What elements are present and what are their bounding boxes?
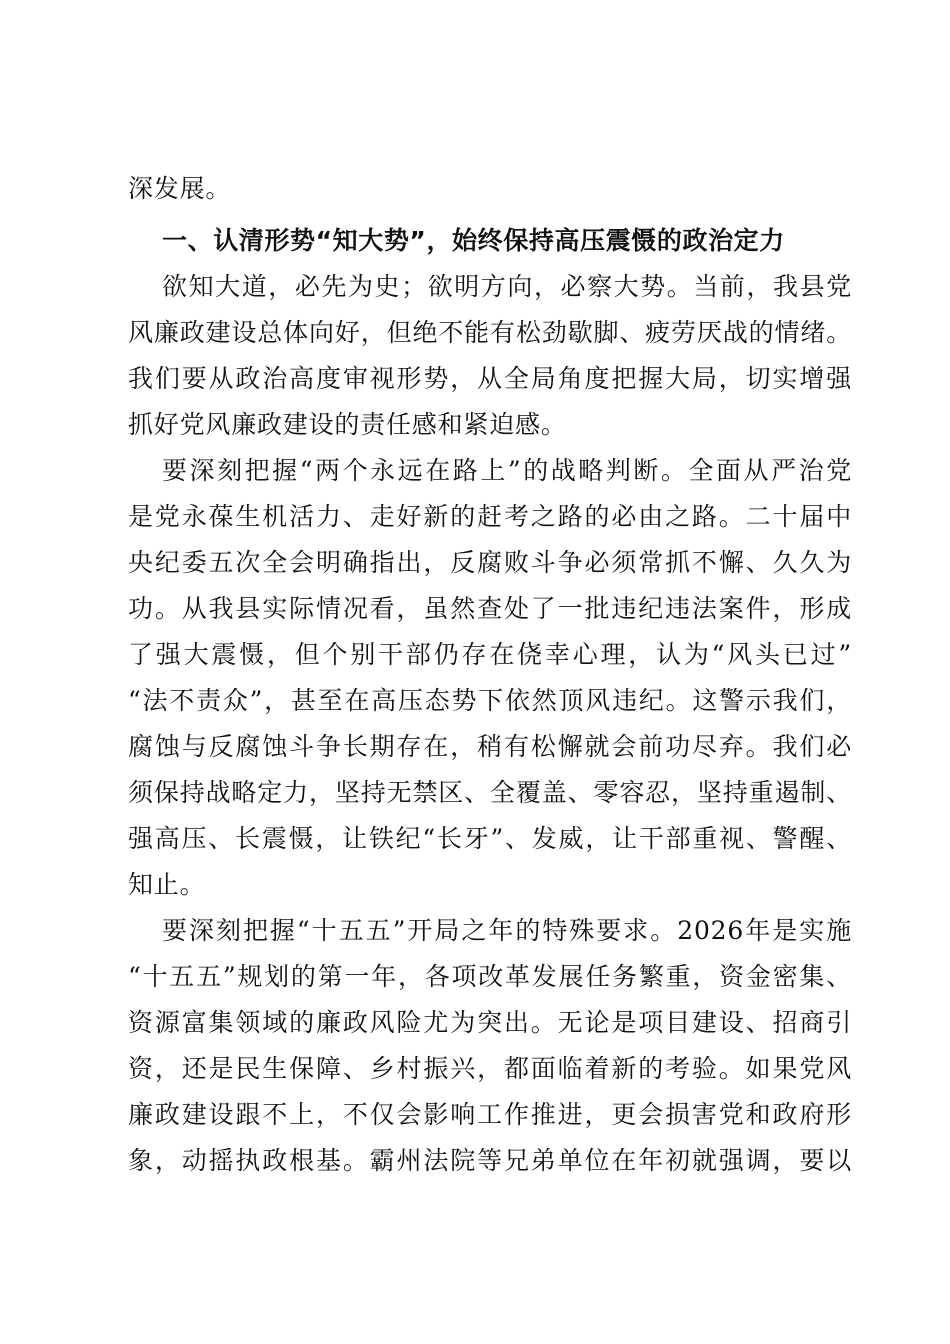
text-line: “法不责众”，甚至在高压态势下依然顶风违纪。这警示我们， <box>128 686 852 715</box>
text-line: 资，还是民生保障、乡村振兴，都面临着新的考验。如果党风 <box>128 1054 852 1083</box>
text-line: 廉政建设跟不上，不仅会影响工作推进，更会损害党和政府形 <box>128 1100 852 1129</box>
text-line: 了强大震慑，但个别干部仍存在侥幸心理，认为“风头已过” <box>128 640 852 669</box>
text-line: 深发展。 <box>128 174 232 203</box>
text-line: 知止。 <box>128 870 206 899</box>
text-line: 资源富集领域的廉政风险尤为突出。无论是项目建设、招商引 <box>128 1008 852 1037</box>
text-line: “十五五”规划的第一年，各项改革发展任务繁重，资金密集、 <box>128 962 852 991</box>
text-line: 象，动摇执政根基。霸州法院等兄弟单位在年初就强调，要以 <box>128 1146 852 1175</box>
paragraph-1 <box>128 264 852 448</box>
text-line: 央纪委五次全会明确指出，反腐败斗争必须常抓不懈、久久为 <box>128 548 852 577</box>
text-line: 强高压、长震慑，让铁纪“长牙”、发威，让干部重视、警醒、 <box>128 824 852 853</box>
text-line: 腐蚀与反腐蚀斗争长期存在，稍有松懈就会前功尽弃。我们必 <box>128 732 852 761</box>
text-line: 要深刻把握“两个永远在路上”的战略判断。全面从严治党 <box>162 456 852 485</box>
text-line: 须保持战略定力，坚持无禁区、全覆盖、零容忍，坚持重遏制、 <box>128 778 852 807</box>
text-line: 我们要从政治高度审视形势，从全局角度把握大局，切实增强 <box>128 364 852 393</box>
paragraph-3 <box>128 908 852 1184</box>
text-line: 欲知大道，必先为史；欲明方向，必察大势。当前，我县党 <box>162 272 852 301</box>
text-line: 要深刻把握“十五五”开局之年的特殊要求。2026年是实施 <box>162 916 852 945</box>
text-line: 功。从我县实际情况看，虽然查处了一批违纪违法案件，形成 <box>128 594 852 623</box>
text-line: 抓好党风廉政建设的责任感和紧迫感。 <box>128 410 567 439</box>
paragraph-2 <box>128 448 852 908</box>
section-heading: 一、认清形势“知大势”，始终保持高压震慑的政治定力 <box>162 226 785 255</box>
document-page <box>128 166 852 1184</box>
text-line: 风廉政建设总体向好，但绝不能有松劲歇脚、疲劳厌战的情绪。 <box>128 318 852 347</box>
text-line: 是党永葆生机活力、走好新的赶考之路的必由之路。二十届中 <box>128 502 852 531</box>
